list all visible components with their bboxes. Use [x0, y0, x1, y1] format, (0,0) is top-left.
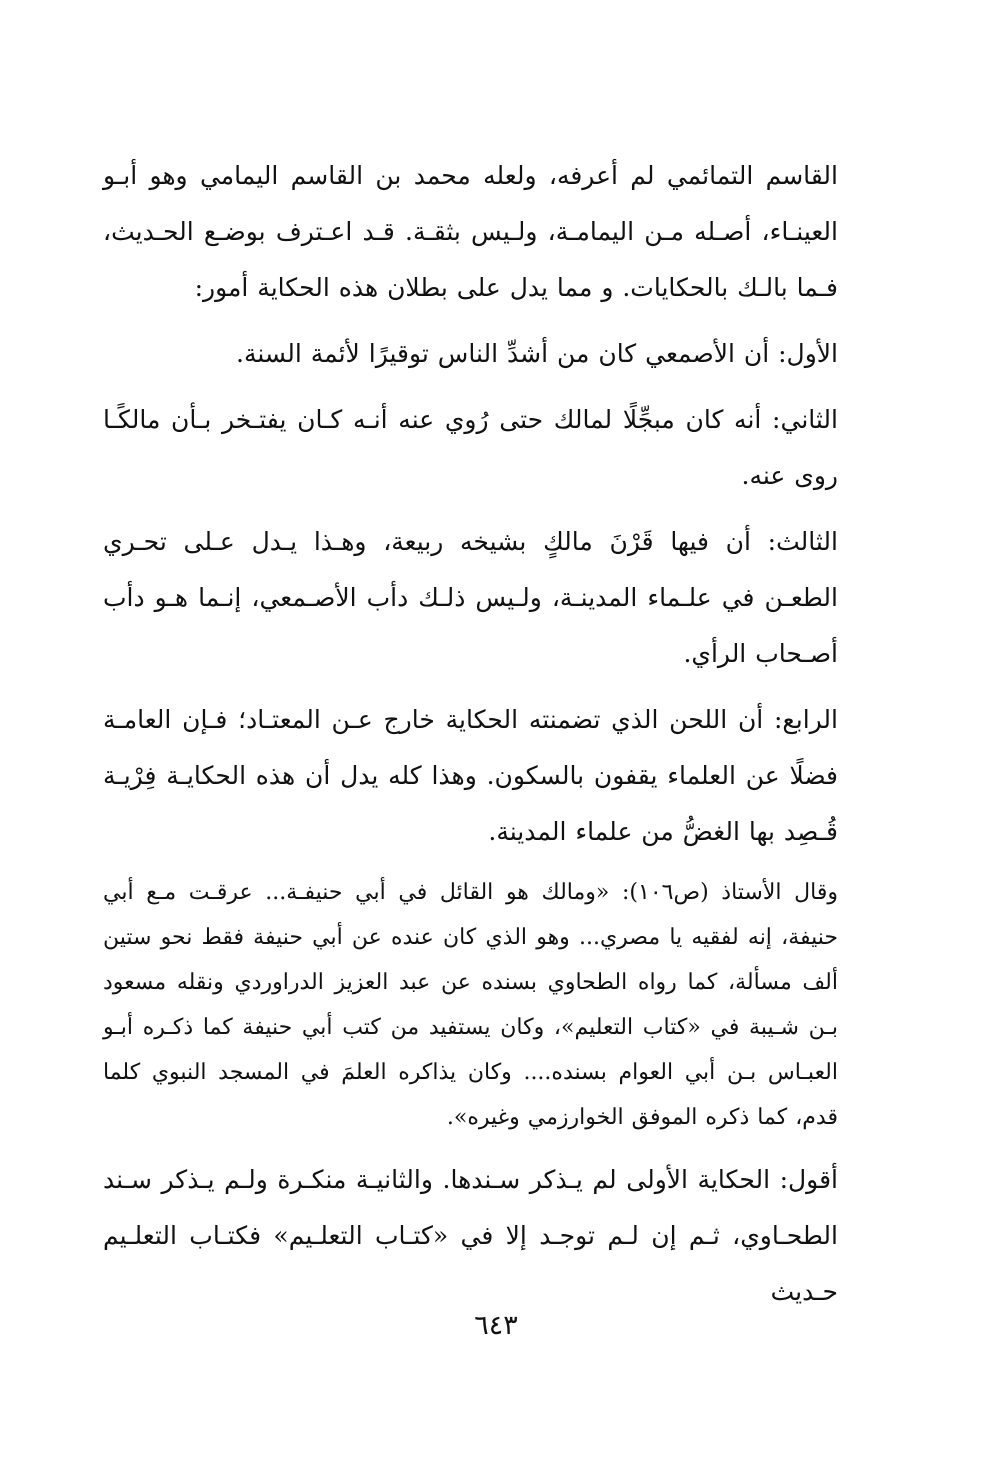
paragraph-3: الثاني: أنه كان مبجِّلًا لمالك حتى رُوي عنه أنـه كـان يفتـخر بـأن مالكًـا روى عنه.: [103, 405, 838, 490]
paragraph-2: الأول: أن الأصمعي كان من أشدِّ الناس توقيرًا لأئمة السنة.: [236, 339, 838, 368]
paragraph-5: الرابع: أن اللحن الذي تضمنته الحكاية خارج عـن المعتـاد؛ فـإن العامـة فضلًا عن العلماء يقفون بالسكون. وهذا كله يدل أن هذه الحكايـة فِرْيـة قُـصِد بها الغضُّ من علماء المدينة.: [103, 705, 838, 846]
paragraph-4: الثالث: أن فيها قَرْنَ مالكٍ بشيخه ربيعة، وهـذا يـدل عـلى تحـري الطعـن في علـماء المدينـة، ولـيس ذلـك دأب الأصـمعي، إنـما هـو دأب أصـحاب الرأي.: [103, 527, 838, 668]
page-body: [103, 148, 838, 1330]
paragraph-7: أقول: الحكاية الأولى لم يـذكر سـندها. والثانيـة منكـرة ولـم يـذكر سـند الطحـاوي، ثـم إن لـم توجـد إلا في «كتـاب التعلـيم» فكتـاب التعلـيم حـديث: [103, 1165, 838, 1306]
paragraph-6-quote: وقال الأستاذ (ص١٠٦): «ومالك هو القائل في أبي حنيفـة... عرقـت مـع أبي حنيفة، إنه لفقيه يا مصري... وهو الذي كان عنده عن أبي حنيفة فقط نحو ستين ألف مسألة، كما رواه الطحاوي بسنده عن عبد العزيز الدراوردي ونقله مسعود بـن شـيبة في «كتاب التعليم»، وكان يستفيد من كتب أبي حنيفة كما ذكـره أبـو العبـاس بـن أبي العوام بسنده.... وكان يذاكره العلمَ في المسجد النبوي كلما قدم، كما ذكره الموفق الخوارزمي وغيره».: [103, 880, 838, 1130]
paragraph-1: القاسم التمائمي لم أعرفه، ولعله محمد بن القاسم اليمامي وهو أبـو العينـاء، أصـله مـن اليمامـة، ولـيس بثقـة. قـد اعـترف بوضـع الحـديث، فـما بالـك بالحكايات. و مما يدل على بطلان هذه الحكاية أمور:: [103, 161, 838, 302]
page-number: ٦٤٣: [474, 1310, 518, 1341]
